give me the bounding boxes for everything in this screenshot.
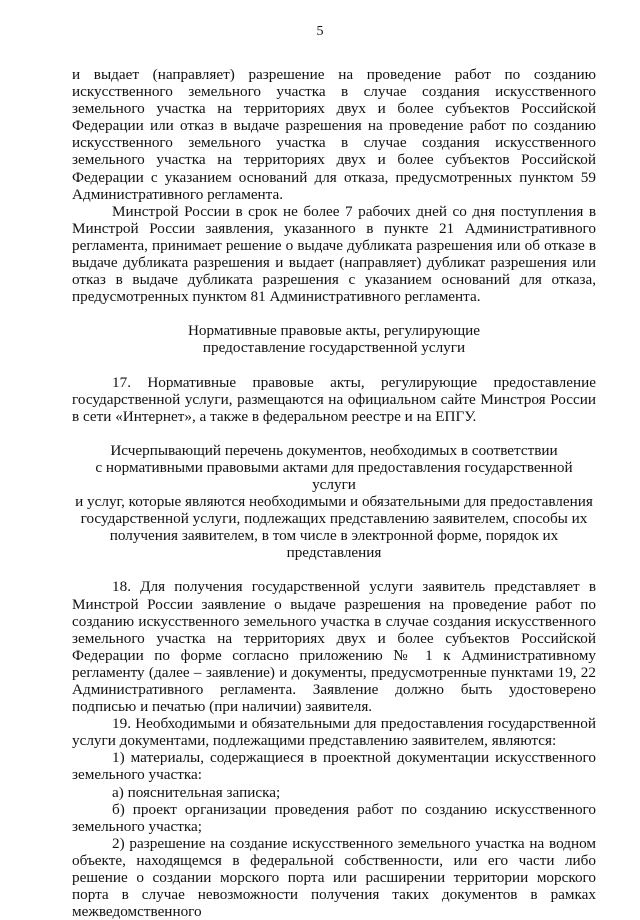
section-heading-documents-line4: государственной услуги, подлежащих представлению заявителем, способы их xyxy=(80,510,588,528)
section-heading-normative-line2: предоставление государственной услуги xyxy=(202,339,466,357)
paragraph-19-item-1: 1) материалы, содержащиеся в проектной документации искусственного земельного участка: xyxy=(72,749,596,784)
paragraph-continuation: и выдает (направляет) разрешение на проведение работ по созданию искусственного земельного участка в случае создания искусственного земельного участка на территориях двух и более субъектов Российской Федерации или отказ в выдаче разрешения на проведение работ по созданию искусственного земельного участка в случае создания искусственного земельного участка на территориях двух и более субъектов Российской Федерации с указанием оснований для отказа, предусмотренных пунктом 59 Административного регламента. xyxy=(72,66,596,203)
section-heading-documents-line3: и услуг, которые являются необходимыми и обязательными для предоставления xyxy=(75,493,593,511)
document-body xyxy=(72,66,596,920)
paragraph-19-item-1a: а) пояснительная записка; xyxy=(112,783,281,801)
section-heading-normative-line1: Нормативные правовые акты, регулирующие xyxy=(187,322,481,340)
paragraph-19-item-2: 2) разрешение на создание искусственного земельного участка на водном объекте, находящемся в федеральной собственности, или его части либо решение о создании морского порта или расширении территории морского порта в случае невозможности получения таких документов в рамках межведомственного xyxy=(72,834,596,920)
paragraph-duplicate-permit: Минстрой России в срок не более 7 рабочих дней со дня поступления в Минстрой России заявления, указанного в пункте 21 Административного регламента, принимает решение о выдаче дубликата разрешения или об отказе в выдаче дубликата разрешения и выдает (направляет) дубликат разрешения или отказ в выдаче дубликата разрешения с указанием оснований для отказа, предусмотренных пунктом 81 Административного регламента. xyxy=(72,202,596,306)
section-heading-documents-line2: с нормативными правовыми актами для предоставления государственной услуги xyxy=(95,458,573,493)
paragraph-19: 19. Необходимыми и обязательными для предоставления государственной услуги документами, подлежащими представлению заявителем, являются: xyxy=(72,715,596,750)
page-number: 5 xyxy=(316,24,324,39)
paragraph-18: 18. Для получения государственной услуги заявитель представляет в Минстрой России заявление о выдаче разрешения на проведение работ по созданию искусственного земельного участка в случае создания искусственного земельного участка на территориях двух и более субъектов Российской Федерации по форме согласно приложению № 1 к Административному регламенту (далее – заявление) и документы, предусмотренные пунктами 19, 22 Административного регламента. Заявление должно быть удостоверено подписью и печатью (при наличии) заявителя. xyxy=(72,578,596,716)
paragraph-17: 17. Нормативные правовые акты, регулирующие предоставление государственной услуги, размещаются на официальном сайте Минстроя России в сети «Интернет», а также в федеральном реестре и на ЕПГУ. xyxy=(72,373,596,425)
section-heading-documents-line5: получения заявителем, в том числе в электронной форме, порядок их представления xyxy=(109,527,559,562)
section-heading-documents-line1: Исчерпывающий перечень документов, необходимых в соответствии xyxy=(110,441,558,459)
paragraph-19-item-1b: б) проект организации проведения работ по созданию искусственного земельного участка; xyxy=(72,800,596,835)
